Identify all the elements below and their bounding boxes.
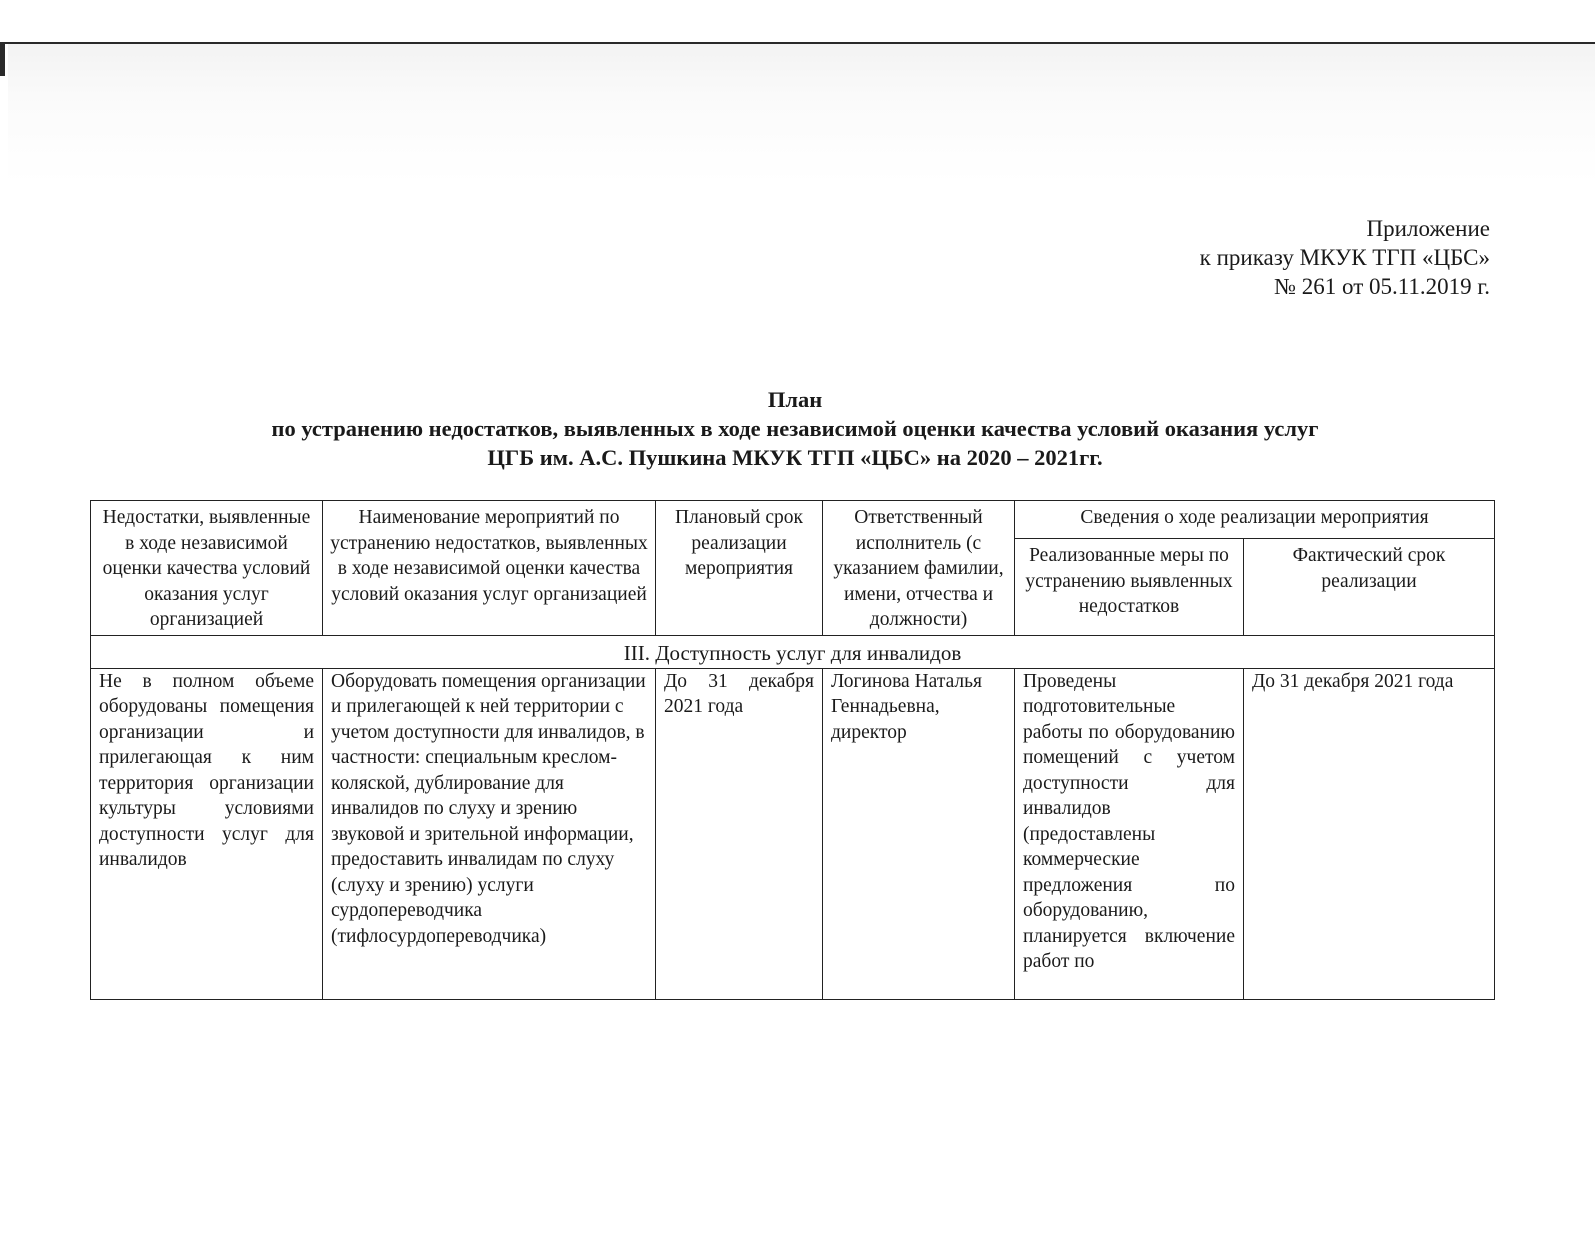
title-line-1: План	[767, 387, 823, 412]
title-line-2: по устранению недостатков, выявленных в ходе независимой оценки качества условий оказания услуг	[271, 416, 1319, 441]
header-actual-deadline: Фактический срок реализации	[1244, 539, 1495, 635]
title-line-3: ЦГБ им. А.С. Пушкина МКУК ТГП «ЦБС» на 2020 – 2021гг.	[487, 445, 1103, 470]
appendix-line-2: к приказу МКУК ТГП «ЦБС»	[1199, 245, 1490, 270]
section-row	[91, 635, 1495, 668]
table-header-row	[91, 501, 1495, 539]
document-title	[90, 385, 1500, 472]
cell-implemented-measures: Проведены подготовительные работы по оборудованию помещений с учетом доступности для инвалидов (предоставлены коммерческие предложения по оборудованию, планируется включение работ по	[1015, 668, 1244, 999]
header-deficiencies: Недостатки, выявленные в ходе независимой оценки качества условий оказания услуг организацией	[91, 501, 323, 636]
cell-planned-deadline: До 31 декабря 2021 года	[656, 668, 823, 999]
plan-table	[90, 500, 1495, 1000]
cell-responsible: Логинова Наталья Геннадьевна, директор	[823, 668, 1015, 999]
cell-measure: Оборудовать помещения организации и прилегающей к ней территории с учетом доступности для инвалидов, в частности: специальным креслом-коляской, дублирование для инвалидов по слуху и зрению звуковой и зрительной информации, предоставить инвалидам по слуху (слуху и зрению) услуги сурдопереводчика (тифлосурдопереводчика)	[323, 668, 656, 999]
header-implemented-measures: Реализованные меры по устранению выявленных недостатков	[1015, 539, 1244, 635]
header-implementation-group: Сведения о ходе реализации мероприятия	[1015, 501, 1495, 539]
header-planned-deadline: Плановый срок реализации мероприятия	[656, 501, 823, 636]
scan-top-edge	[0, 0, 1595, 44]
appendix-line-3: № 261 от 05.11.2019 г.	[1274, 274, 1490, 299]
cell-deficiency: Не в полном объеме оборудованы помещения организации и прилегающая к ним территория организации культуры условиями доступности услуг для инвалидов	[91, 668, 323, 999]
appendix-line-1: Приложение	[1366, 216, 1490, 241]
table-row	[91, 668, 1495, 999]
cell-actual-deadline: До 31 декабря 2021 года	[1244, 668, 1495, 999]
section-title: III. Доступность услуг для инвалидов	[91, 635, 1495, 668]
scan-edge-mark	[0, 42, 5, 76]
appendix-header	[1200, 214, 1490, 301]
header-measures: Наименование мероприятий по устранению недостатков, выявленных в ходе независимой оценки качества условий оказания услуг организацией	[323, 501, 656, 636]
header-responsible: Ответственный исполнитель (с указанием фамилии, имени, отчества и должности)	[823, 501, 1015, 636]
